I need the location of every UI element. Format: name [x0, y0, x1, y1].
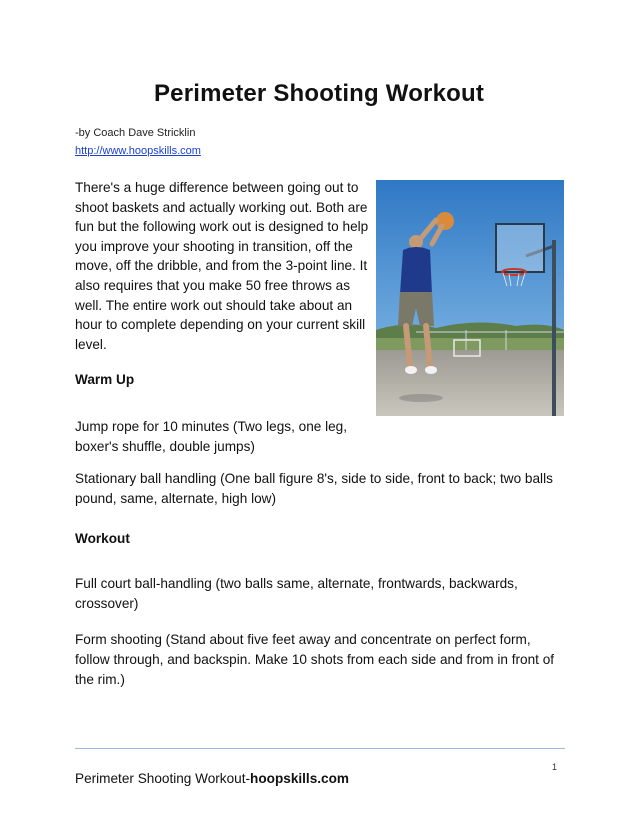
- workout-item-full-court: Full court ball-handling (two balls same, alternate, frontwards, backwards, crossover): [75, 576, 518, 611]
- footer-text: [75, 771, 349, 786]
- workout-heading: Workout: [75, 531, 130, 546]
- footer-divider: [75, 748, 565, 749]
- basketball-player-photo: [376, 180, 564, 416]
- page-number: 1: [552, 762, 558, 772]
- warmup-heading: Warm Up: [75, 372, 135, 387]
- warmup-item-jump-rope: Jump rope for 10 minutes (Two legs, one leg, boxer's shuffle, double jumps): [75, 419, 348, 454]
- warmup-item-ball-handling: Stationary ball handling (One ball figure 8's, side to side, front to back; two balls pound, same, alternate, high low): [75, 471, 553, 506]
- page-title: Perimeter Shooting Workout: [153, 80, 485, 107]
- website-link[interactable]: http://www.hoopskills.com: [75, 145, 201, 157]
- workout-item-form-shooting: Form shooting (Stand about five feet away and concentrate on perfect form, follow through, and backspin. Make 10 shots from each side and from in front of the rim.): [75, 632, 555, 687]
- footer-title: Perimeter Shooting Workout-: [75, 771, 251, 786]
- intro-paragraph: There's a huge difference between going out to shoot baskets and actually working out. Both are fun but the following work out is designed to help you improve your shooting in transition, off the move, off the dribble, and from the 3-point line. It also requires that you make 50 free throws as well. The entire work out should take about an hour to complete depending on your current skill level.: [75, 180, 369, 352]
- author-byline: -by Coach Dave Stricklin: [75, 127, 196, 139]
- footer-site: hoopskills.com: [250, 771, 349, 786]
